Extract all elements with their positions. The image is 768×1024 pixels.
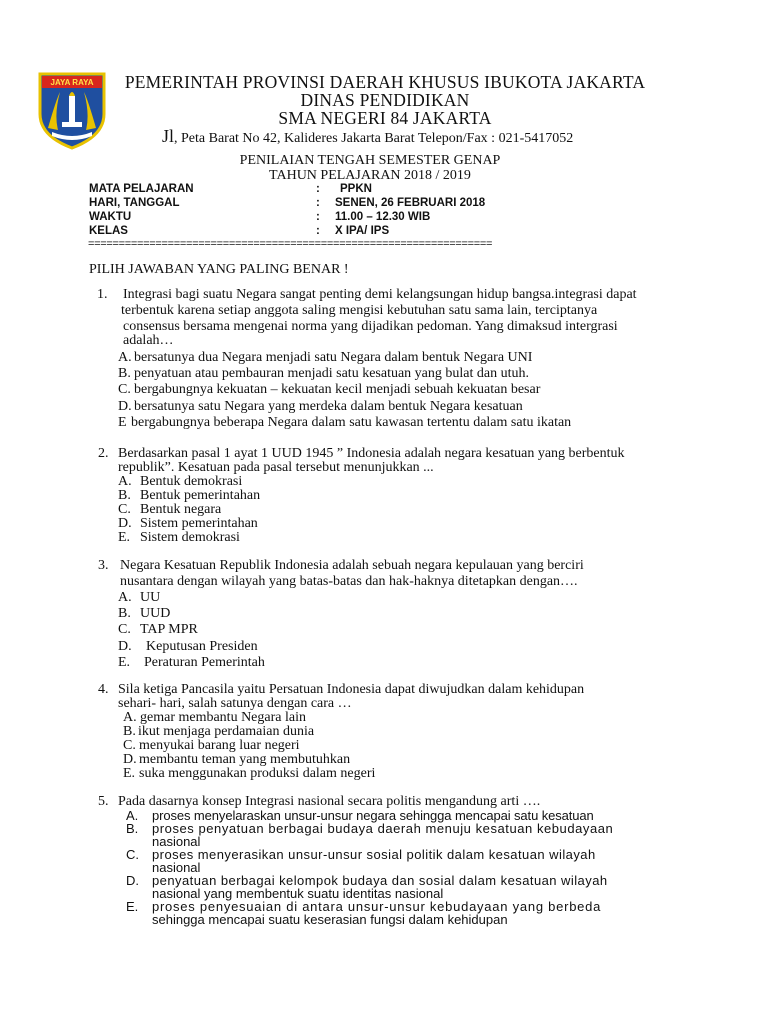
option-letter: D.: [118, 639, 132, 654]
option-text: penyatuan atau pembauran menjadi satu kesatuan yang bulat dan utuh.: [134, 366, 529, 381]
option-text: proses penyesuaian di antara unsur-unsur kebudayaan yang berbeda: [152, 899, 602, 914]
option-text-cont: nasional: [152, 860, 201, 875]
info-label: WAKTU: [89, 211, 132, 223]
option-text: UU: [140, 590, 161, 605]
option-letter: A.: [118, 474, 132, 489]
option-letter: D.: [118, 399, 132, 414]
option-letter: C.: [123, 738, 136, 753]
option-text: Peraturan Pemerintah: [144, 655, 265, 670]
question-text: sehari- hari, salah satunya dengan cara …: [118, 696, 352, 711]
option-letter: B.: [118, 606, 131, 621]
instruction: PILIH JAWABAN YANG PALING BENAR !: [89, 262, 349, 277]
option-text: proses menyerasikan unsur-unsur sosial politik dalam kesatuan wilayah: [152, 847, 596, 862]
option-letter: E.: [118, 655, 131, 670]
question-text: consensus bersama mengenai norma yang dijadikan pedoman. Yang dimaksud intergrasi: [123, 319, 618, 334]
option-letter: E.: [118, 530, 131, 545]
info-label: MATA PELAJARAN: [89, 183, 194, 195]
option-text: ikut menjaga perdamaian dunia: [138, 724, 315, 739]
option-text: Sistem pemerintahan: [140, 516, 258, 531]
option-text: bersatunya satu Negara yang merdeka dalam bentuk Negara kesatuan: [134, 399, 523, 414]
question-text: Sila ketiga Pancasila yaitu Persatuan Indonesia dapat diwujudkan dalam kehidupan: [118, 682, 585, 697]
option-letter: C.: [118, 622, 131, 637]
option-text: Keputusan Presiden: [146, 639, 258, 654]
question-number: 5.: [98, 794, 109, 809]
option-letter: A.: [126, 808, 139, 823]
option-letter: B.: [118, 366, 131, 381]
option-letter: C.: [118, 502, 131, 517]
option-letter: A.: [118, 350, 132, 365]
info-label: HARI, TANGGAL: [89, 197, 180, 209]
info-label: KELAS: [89, 225, 128, 237]
option-text: Bentuk negara: [140, 502, 222, 517]
option-text: proses penyatuan berbagai budaya daerah menuju kesatuan kebudayaan: [152, 821, 614, 836]
option-text: TAP MPR: [140, 622, 198, 637]
header-line2: DINAS PENDIDIKAN: [300, 90, 470, 110]
address-text: , Peta Barat No 42, Kalideres Jakarta Barat Telepon/Fax : 021-5417052: [174, 131, 574, 146]
info-colon: :: [316, 197, 320, 209]
option-letter: D.: [118, 516, 132, 531]
question-text: Integrasi bagi suatu Negara sangat penting demi kelangsungan hidup bangsa.integrasi dapat: [123, 287, 637, 302]
info-value: 11.00 – 12.30 WIB: [335, 211, 431, 223]
option-text: penyatuan berbagai kelompok budaya dan sosial dalam kesatuan wilayah: [152, 873, 608, 888]
question-text: Negara Kesatuan Republik Indonesia adalah sebuah negara kepulauan yang berciri: [120, 558, 584, 573]
header-line3: SMA NEGERI 84 JAKARTA: [278, 108, 492, 128]
jaya-raya-logo: [36, 70, 108, 150]
option-text: Sistem demokrasi: [140, 530, 240, 545]
option-text: Bentuk pemerintahan: [140, 488, 261, 503]
option-letter: E: [118, 415, 127, 430]
question-text: terbentuk karena setiap anggota saling mengisi kebutuhan satu sama lain, terciptanya: [121, 303, 598, 318]
question-text: adalah…: [123, 333, 174, 348]
info-colon: :: [316, 211, 320, 223]
header-address: [162, 126, 573, 147]
question-text: Berdasarkan pasal 1 ayat 1 UUD 1945 ” Indonesia adalah negara kesatuan yang berbentuk: [118, 446, 625, 461]
info-value: PPKN: [340, 183, 372, 195]
info-colon: :: [316, 225, 320, 237]
option-text: bergabungnya beberapa Negara dalam satu kawasan tertentu dalam satu ikatan: [131, 415, 572, 430]
question-text: Pada dasarnya konsep Integrasi nasional secara politis mengandung arti ….: [118, 794, 541, 809]
exam-year: TAHUN PELAJARAN 2018 / 2019: [269, 168, 471, 183]
option-text: suka menggunakan produksi dalam negeri: [139, 766, 376, 781]
option-text-cont: sehingga mencapai suatu keserasian fungsi dalam kehidupan: [152, 912, 508, 927]
option-text-cont: nasional yang membentuk suatu identitas nasional: [152, 886, 444, 901]
option-text: UUD: [140, 606, 171, 621]
question-number: 1.: [97, 287, 108, 302]
question-number: 3.: [98, 558, 109, 573]
option-letter: D.: [123, 752, 137, 767]
option-text: Bentuk demokrasi: [140, 474, 243, 489]
option-text: proses menyelaraskan unsur-unsur negara sehingga mencapai satu kesatuan: [152, 808, 594, 823]
option-letter: B.: [123, 724, 136, 739]
option-text-cont: nasional: [152, 834, 201, 849]
option-letter: A.: [118, 590, 132, 605]
option-letter: E.: [126, 899, 139, 914]
logo-text: JAYA RAYA: [50, 78, 94, 87]
info-value: X IPA/ IPS: [335, 225, 390, 237]
option-text: bersatunya dua Negara menjadi satu Negara dalam bentuk Negara UNI: [134, 350, 533, 365]
option-letter: B.: [126, 821, 139, 836]
header-line1: PEMERINTAH PROVINSI DAERAH KHUSUS IBUKOTA JAKARTA: [124, 72, 646, 92]
option-letter: C.: [118, 382, 131, 397]
info-value: SENEN, 26 FEBRUARI 2018: [335, 197, 486, 209]
info-colon: :: [316, 183, 320, 195]
option-letter: D.: [126, 873, 139, 888]
option-letter: B.: [118, 488, 131, 503]
option-text: gemar membantu Negara lain: [140, 710, 306, 725]
option-text: bergabungnya kekuatan – kekuatan kecil menjadi sebuah kekuatan besar: [134, 382, 541, 397]
option-letter: E.: [123, 766, 136, 781]
option-letter: A.: [123, 710, 137, 725]
separator-line: ==================================================================: [88, 238, 493, 250]
question-text: republik”. Kesatuan pada pasal tersebut menunjukkan ...: [118, 460, 434, 475]
question-text: nusantara dengan wilayah yang batas-batas dan hak-haknya ditetapkan dengan….: [120, 574, 578, 589]
address-prefix: Jl: [162, 126, 175, 146]
option-text: membantu teman yang membutuhkan: [139, 752, 351, 767]
option-text: menyukai barang luar negeri: [139, 738, 300, 753]
question-number: 4.: [98, 682, 109, 697]
exam-title: PENILAIAN TENGAH SEMESTER GENAP: [239, 153, 501, 168]
question-number: 2.: [98, 446, 109, 461]
option-letter: C.: [126, 847, 139, 862]
